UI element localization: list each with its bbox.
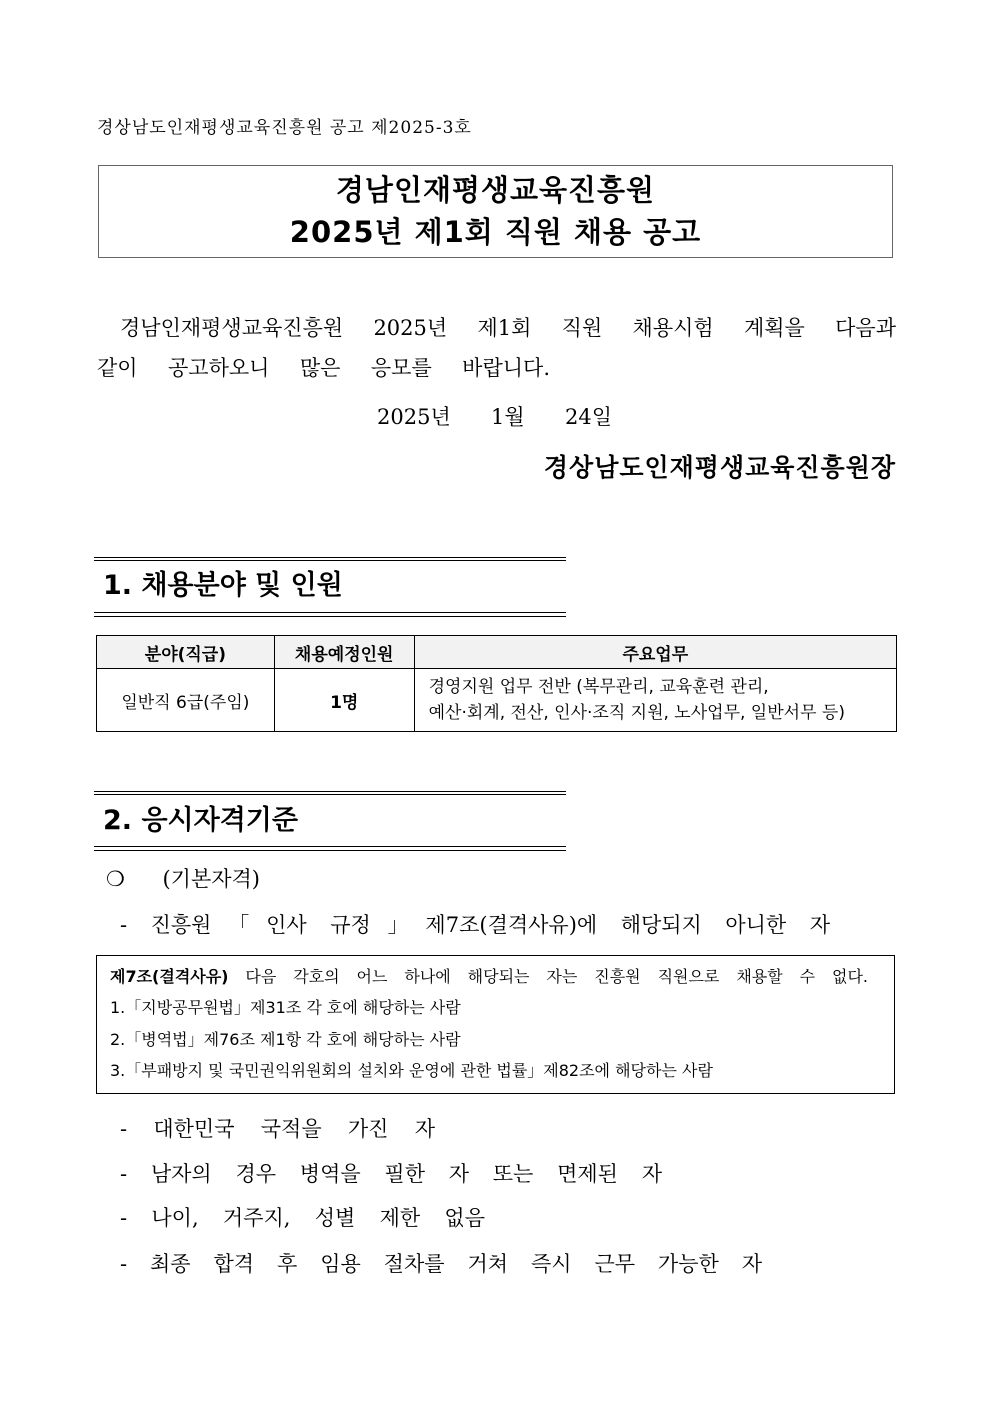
recruitment-table xyxy=(96,635,897,732)
disqualification-box xyxy=(96,955,895,1094)
table-header-row xyxy=(97,636,897,669)
disqual-intro: 다음 각호의 어느 하나에 해당되는 자는 진흥원 직원으로 채용할 수 없다. xyxy=(228,967,868,986)
issuer-name: 경상남도인재평생교육진흥원장 xyxy=(543,453,896,482)
disqual-intro-line xyxy=(110,966,868,988)
disqual-item-3: 3.「부패방지 및 국민권익위원회의 설치와 운영에 관한 법률」제82조에 해당하는 사람 xyxy=(110,1061,713,1080)
duties-line-1: 경영지원 업무 전반 (복무관리, 교육훈련 관리, xyxy=(428,677,769,697)
cell-duties xyxy=(414,669,896,732)
intro-line-1: 경남인재평생교육진흥원 2025년 제1회 직원 채용시험 계획을 다음과 xyxy=(120,316,896,340)
section1-top-rule xyxy=(94,557,566,561)
cell-count: 1명 xyxy=(274,669,414,732)
disqual-item-1: 1.「지방공무원법」제31조 각 호에 해당하는 사람 xyxy=(110,998,461,1017)
header-field: 분야(직급) xyxy=(97,636,275,669)
section1-heading: 1. 채용분야 및 인원 xyxy=(103,570,343,601)
disqual-title: 제7조(결격사유) xyxy=(110,967,229,986)
disqual-item-2: 2.「병역법」제76조 제1항 각 호에 해당하는 사람 xyxy=(110,1030,461,1049)
section2-heading: 2. 응시자격기준 xyxy=(103,805,298,836)
duties-line-2: 예산·회계, 전산, 인사·조직 지원, 노사업무, 일반서무 등) xyxy=(428,703,845,723)
intro-line-2: 같이 공고하오니 많은 응모를 바랍니다. xyxy=(97,356,550,380)
title-line-2: 2025년 제1회 직원 채용 공고 xyxy=(289,215,702,249)
section2-top-rule xyxy=(94,791,566,795)
title-box xyxy=(98,165,893,258)
section1-bottom-rule xyxy=(94,612,566,617)
basic-qualification-label: ❍ (기본자격) xyxy=(106,867,260,891)
cell-field: 일반직 6급(주임) xyxy=(97,669,275,732)
list-item: - 남자의 경우 병역을 필한 자 또는 면제된 자 xyxy=(120,1162,662,1186)
header-duties: 주요업무 xyxy=(414,636,896,669)
rule-item: - 진흥원「인사 규정」제7조(결격사유)에 해당되지 아니한 자 xyxy=(120,913,830,937)
list-item: - 대한민국 국적을 가진 자 xyxy=(120,1117,435,1141)
title-line-1: 경남인재평생교육진흥원 xyxy=(335,173,656,207)
list-item: - 나이, 거주지, 성별 제한 없음 xyxy=(120,1206,485,1230)
table-row xyxy=(97,669,897,732)
section2-bottom-rule xyxy=(94,846,566,851)
notice-number: 경상남도인재평생교육진흥원 공고 제2025-3호 xyxy=(97,118,472,138)
header-count: 채용예정인원 xyxy=(274,636,414,669)
list-item: - 최종 합격 후 임용 절차를 거쳐 즉시 근무 가능한 자 xyxy=(120,1252,762,1276)
announcement-date: 2025년 1월 24일 xyxy=(377,405,612,429)
